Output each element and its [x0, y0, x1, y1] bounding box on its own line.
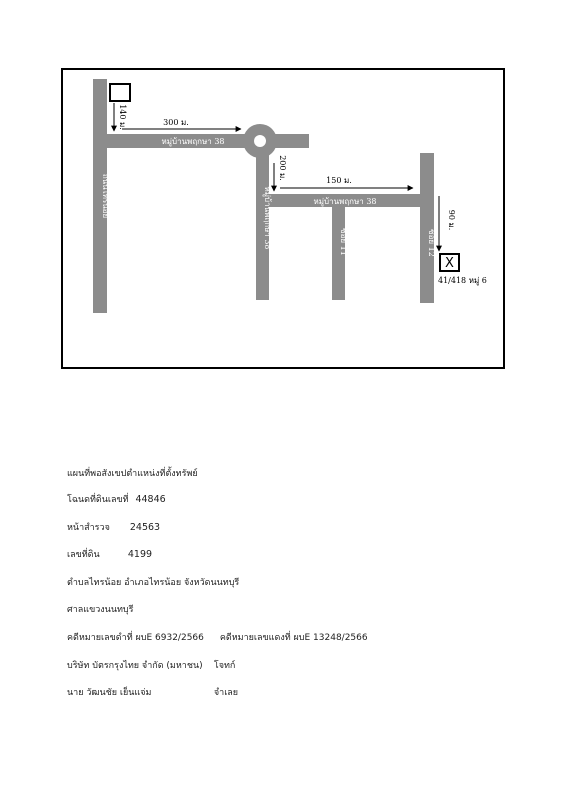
case-row [67, 630, 368, 644]
roundabout-island [254, 135, 266, 147]
land-row [67, 547, 152, 561]
survey-label: หน้าสำรวจ [67, 523, 110, 533]
side-road-label: หมู่บ้านพฤกษา 38 [263, 186, 272, 250]
map-frame [62, 69, 504, 368]
defendant-row [67, 685, 238, 699]
survey-row [67, 520, 160, 534]
village-road-1-label: หมู่บ้านพฤกษา 38 [161, 137, 225, 146]
distance-300m: 300 ม. [163, 118, 189, 127]
distance-90m: 90 ม. [447, 209, 456, 231]
defendant-role: จำเลย [213, 688, 239, 698]
property-marker-x: X [445, 256, 454, 271]
plaintiff-role: โจทก์ [213, 661, 236, 671]
soi-12-road [420, 153, 434, 303]
distance-150m: 150 ม. [326, 176, 352, 185]
start-point-box [110, 84, 130, 101]
soi-11-label: ซอย 11 [339, 228, 348, 256]
survey-number: 24563 [129, 522, 161, 533]
land-number: 4199 [127, 549, 153, 560]
location-text: ตำบลไทรน้อย อำเภอไทรน้อย จังหวัดนนทบุรี [67, 578, 240, 588]
map-title: แผนที่พอสังเขปตำแหน่งที่ตั้งทรัพย์ [67, 469, 198, 479]
deed-label: โฉนดที่ดินเลขที่ [67, 495, 129, 505]
distance-140m: 140 ม. [118, 104, 127, 130]
deed-row [67, 492, 166, 506]
defendant-name: นาย วัฒนชัย เย็นแจ่ม [67, 688, 152, 698]
plaintiff-row [67, 658, 235, 672]
deed-number: 44846 [135, 494, 166, 505]
plaintiff-name: บริษัท บัตรกรุงไทย จำกัด (มหาชน) [67, 661, 203, 671]
black-case-number: คดีหมายเลขดำที่ ผบE 6932/2566 [67, 633, 204, 643]
court-name: ศาลแขวงนนทบุรี [67, 605, 134, 615]
land-label: เลขที่ดิน [67, 550, 100, 560]
red-case-number: คดีหมายเลขแดงที่ ผบE 13248/2566 [219, 633, 368, 643]
soi-12-label: ซอย 12 [427, 229, 436, 257]
property-address: 41/418 หมู่ 6 [438, 276, 487, 285]
main-road-label: ถนนไทรน้อย [101, 173, 110, 219]
distance-200m: 200 ม. [278, 155, 287, 181]
village-road-2-label: หมู่บ้านพฤกษา 38 [313, 197, 377, 206]
